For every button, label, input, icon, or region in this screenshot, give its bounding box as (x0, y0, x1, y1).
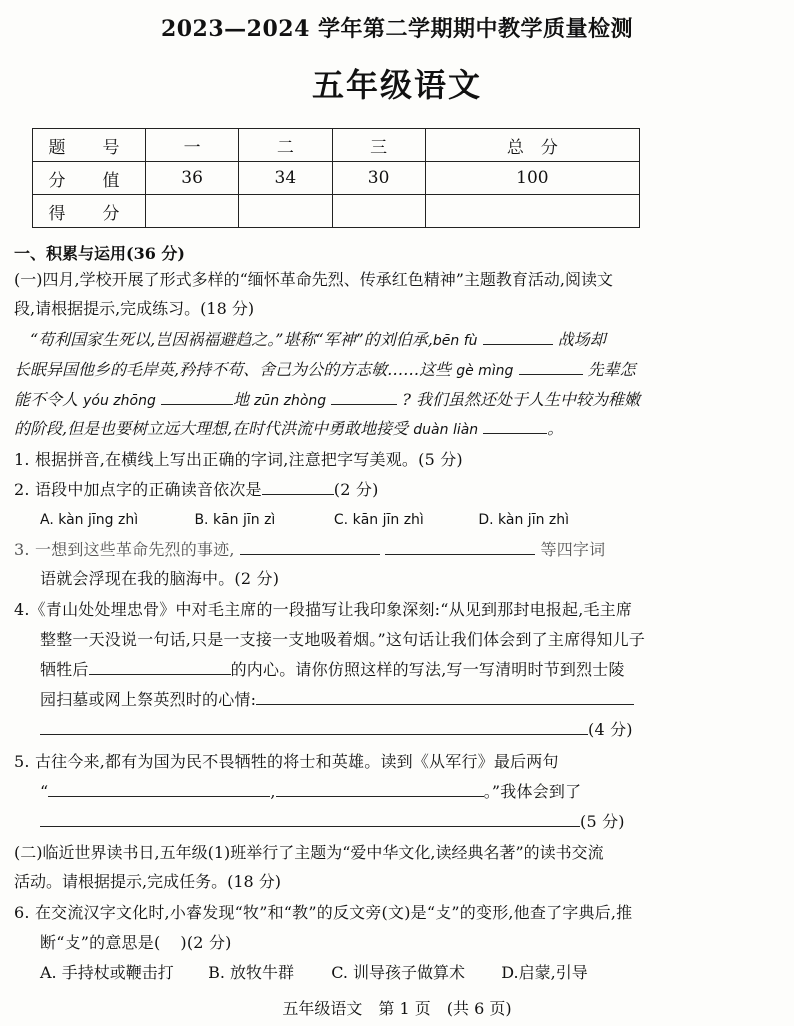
option-c[interactable]: C. kān jīn zhì (333, 512, 424, 528)
answer-blank[interactable] (256, 690, 634, 705)
subject-title: 五年级语文 (311, 66, 482, 104)
passage-text: 地 (232, 390, 249, 409)
passage-text: “苟利国家生死以,岂因祸福避趋之。”堪称“军神”的刘伯承, (30, 330, 433, 349)
answer-blank[interactable] (483, 419, 547, 434)
question-6-line2 (40, 933, 794, 953)
passage-text: 能不令人 (14, 390, 79, 409)
table-cell: 总 分 (425, 129, 639, 162)
score-table (32, 128, 640, 228)
row-label: 得 分 (33, 195, 146, 228)
table-row (33, 129, 640, 162)
question-score: (2 分) (333, 480, 379, 499)
passage-text: ? 我们虽然还处于人生中较为稚嫩 (402, 390, 640, 409)
question-6: 6. 在交流汉字文化时,小睿发现“牧”和“教”的反文旁(文)是“攴”的变形,他查了字典后,推 (14, 903, 633, 922)
table-cell: 36 (146, 162, 239, 195)
option-d[interactable]: D.启蒙,引导 (501, 963, 588, 982)
answer-blank[interactable] (89, 660, 231, 675)
answer-blank[interactable] (240, 540, 380, 555)
question-5-line3 (40, 812, 794, 832)
question-text: 牺牲后 (40, 660, 89, 679)
option-c[interactable]: C. 训导孩子做算术 (331, 963, 466, 982)
pinyin-prompt: yóu zhōng (83, 393, 156, 409)
question-score: (4 分) (588, 720, 633, 739)
question-text: 2. 语段中加点字的正确读音依次是 (14, 480, 262, 499)
table-cell: 100 (425, 162, 639, 195)
table-cell: 三 (332, 129, 425, 162)
table-cell: 二 (239, 129, 332, 162)
question-text: 断“攴”的意思是( (40, 933, 161, 952)
pinyin-prompt: duàn liàn (413, 422, 479, 438)
question-text: 3. 一想到这些革命先烈的事迹, (14, 540, 235, 559)
table-cell: 34 (239, 162, 332, 195)
question-3-cont: 语就会浮现在我的脑海中。(2 分) (40, 569, 280, 588)
question-text: 的内心。请你仿照这样的写法,写一写清明时节到烈士陵 (230, 660, 625, 679)
passage-text: 战场却 (557, 330, 606, 349)
option-a[interactable]: A. kàn jīng zhì (40, 512, 139, 528)
pinyin-prompt: bēn fù (432, 333, 478, 349)
option-b[interactable]: B. 放牧牛群 (208, 963, 295, 982)
passage-text: 。 (547, 419, 564, 438)
score-input-cell[interactable] (332, 195, 425, 228)
question-text: , (270, 782, 276, 801)
answer-blank[interactable] (519, 360, 583, 375)
page-footer: 五年级语文 第 1 页 (共 6 页) (282, 999, 512, 1018)
question-1: 1. 根据拼音,在横线上写出正确的字词,注意把字写美观。(5 分) (14, 450, 463, 469)
option-a[interactable]: A. 手持杖或鞭击打 (40, 963, 174, 982)
question-score: )(2 分) (180, 933, 232, 952)
question-4: 4.《青山处处埋忠骨》中对毛主席的一段描写让我印象深刻:“从见到那封电报起,毛主席 (14, 600, 633, 619)
pinyin-prompt: gè mìng (456, 363, 514, 379)
question-3 (14, 540, 784, 560)
part1-intro-cont: 段,请根据提示,完成练习。(18 分) (14, 299, 255, 318)
q6-options (40, 963, 770, 983)
table-cell: 一 (146, 129, 239, 162)
section-heading: 一、积累与运用(36 分) (14, 244, 185, 263)
answer-blank[interactable] (262, 480, 334, 495)
question-text: “ (40, 782, 49, 801)
question-4-line5 (40, 720, 794, 740)
question-2 (14, 480, 784, 500)
answer-blank[interactable] (40, 812, 580, 827)
question-score: (5 分) (580, 812, 625, 831)
passage-line (30, 330, 784, 351)
passage-text: 的阶段,但是也要树立远大理想,在时代洪流中勇敢地接受 (14, 419, 409, 438)
answer-blank[interactable] (48, 782, 270, 797)
part2-intro-cont: 活动。请根据提示,完成任务。(18 分) (14, 872, 282, 891)
answer-blank[interactable] (331, 390, 397, 405)
score-input-cell[interactable] (425, 195, 639, 228)
answer-blank[interactable] (385, 540, 535, 555)
answer-blank[interactable] (483, 330, 553, 345)
part1-intro: (一)四月,学校开展了形式多样的“缅怀革命先烈、传承红色精神”主题教育活动,阅读文 (14, 270, 614, 289)
question-text: 等四字词 (540, 540, 606, 559)
passage-text: 长眠异国他乡的毛岸英,矜持不苟、舍己为公的方志敏……这些 (14, 360, 452, 379)
question-5-line2 (40, 782, 794, 802)
question-text: 园扫墓或网上祭英烈时的心情: (40, 690, 257, 709)
row-label: 题 号 (33, 129, 146, 162)
score-input-cell[interactable] (146, 195, 239, 228)
question-5: 5. 古往今来,都有为国为民不畏牺牲的将士和英雄。读到《从军行》最后两句 (14, 752, 559, 771)
answer-blank[interactable] (40, 720, 588, 735)
passage-line (14, 360, 784, 381)
passage-line (14, 419, 784, 440)
row-label: 分 值 (33, 162, 146, 195)
exam-title: 2023—2024 学年第二学期期中教学质量检测 (160, 16, 634, 42)
table-row (33, 195, 640, 228)
answer-blank[interactable] (276, 782, 484, 797)
q2-options (40, 510, 760, 530)
question-text: 。”我体会到了 (483, 782, 582, 801)
part2-intro: (二)临近世界读书日,五年级(1)班举行了主题为“爱中华文化,读经典名著”的读书交流 (14, 843, 604, 862)
option-b[interactable]: B. kān jīn zì (194, 512, 276, 528)
table-cell: 30 (332, 162, 425, 195)
pinyin-prompt: zūn zhòng (254, 393, 327, 409)
passage-text: 先辈怎 (587, 360, 636, 379)
option-d[interactable]: D. kàn jīn zhì (478, 512, 570, 528)
answer-blank[interactable] (161, 390, 233, 405)
table-row (33, 162, 640, 195)
score-input-cell[interactable] (239, 195, 332, 228)
question-4-line2: 整整一天没说一句话,只是一支接一支地吸着烟。”这句话让我们体会到了主席得知儿子 (40, 630, 646, 649)
question-4-line3 (40, 660, 794, 680)
passage-line (14, 390, 784, 411)
question-4-line4 (40, 690, 794, 710)
